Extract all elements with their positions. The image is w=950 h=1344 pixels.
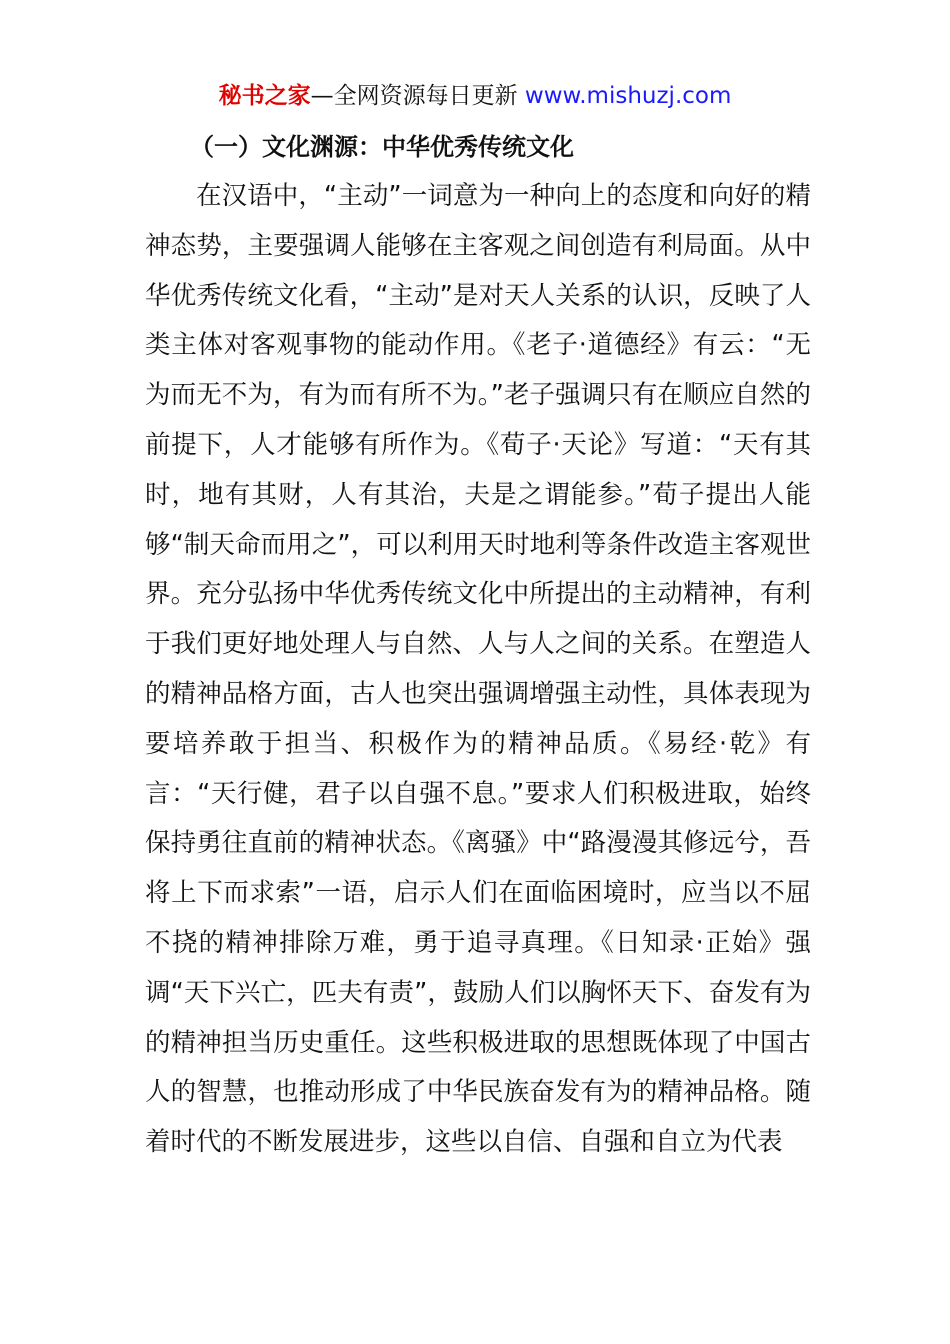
body-paragraph: 在汉语中，“主动”一词意为一种向上的态度和向好的精神态势，主要强调人能够在主客观之间创造有利局面。从中华优秀传统文化看，“主动”是对天人关系的认识，反映了人类主体对客观事物的能动作用。《老子·道德经》有云：“无为而无不为，有为而有所不为。”老子强调只有在顺应自然的前提下，人才能够有所作为。《荀子·天论》写道：“天有其时，地有其财，人有其治，夫是之谓能参。”荀子提出人能够“制天命而用之”，可以利用天时地利等条件改造主客观世界。充分弘扬中华优秀传统文化中所提出的主动精神，有利于我们更好地处理人与自然、人与人之间的关系。在塑造人的精神品格方面，古人也突出强调增强主动性，具体表现为要培养敢于担当、积极作为的精神品质。《易经·乾》有言：“天行健，君子以自强不息。”要求人们积极进取，始终保持勇往直前的精神状态。《离骚》中“路漫漫其修远兮，吾将上下而求索”一语，启示人们在面临困境时，应当以不屈不挠的精神排除万难，勇于追寻真理。《日知录·正始》强调“天下兴亡，匹夫有责”，鼓励人们以胸怀天下、奋发有为的精神担当历史重任。这些积极进取的思想既体现了中国古人的智慧，也推动形成了中华民族奋发有为的精神品格。随着时代的不断发展进步，这些以自信、自强和自立为代表 <box>145 181 811 1158</box>
page-header <box>0 80 950 112</box>
site-url-link[interactable]: www.mishuzj.com <box>524 83 732 109</box>
brand-name: 秘书之家 <box>218 83 311 109</box>
section-heading: （一）文化渊源：中华优秀传统文化 <box>190 133 574 161</box>
header-tagline: —全网资源每日更新 <box>310 83 525 109</box>
